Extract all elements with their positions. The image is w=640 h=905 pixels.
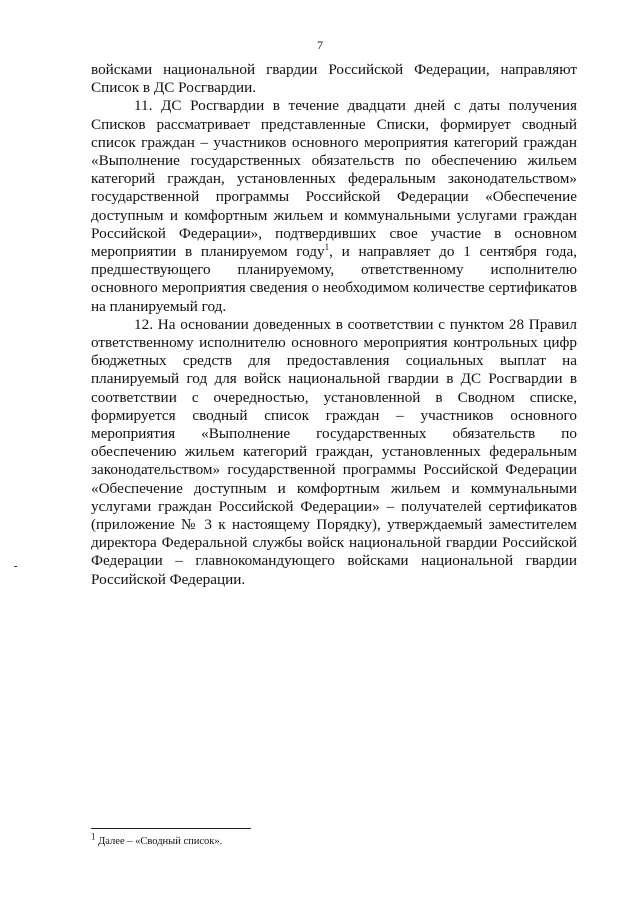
paragraph-11-text-a: 11. ДС Росгвардии в течение двадцати дней с даты получения Списков рассматривает представленные Списки, формирует сводный список граждан – участников основного мероприятия категорий граждан «Выполнение государственных обязательств по обеспечению жильем категорий граждан, установленных федеральным законодательством» государственной программы Российской Федерации «Обеспечение доступным и комфортным жильем и коммунальными услугами граждан Российской Федерации», подтвердивших свое участие в основном мероприятии в планируемом году <box>91 97 577 261</box>
document-body <box>91 61 577 589</box>
scan-artifact <box>14 566 17 567</box>
page-number: 7 <box>317 38 323 52</box>
paragraph-continuation: войсками национальной гвардии Российской Федерации, направляют Список в ДС Росгвардии. <box>91 61 577 97</box>
footnote-reference[interactable]: 1 <box>324 241 330 252</box>
footnote-separator <box>91 828 251 829</box>
paragraph-11 <box>91 97 577 315</box>
paragraph-12: 12. На основании доведенных в соответствии с пунктом 28 Правил ответственному исполнителю основного мероприятия контрольных цифр бюджетных средств для предоставления социальных выплат на планируемый год для войск национальной гвардии в ДС Росгвардии в соответствии с очередностью, установленной в Сводном списке, формируется сводный список граждан – участников основного мероприятия «Выполнение государственных обязательств по обеспечению жильем категорий граждан, установленных федеральным законодательством» государственной программы Российской Федерации «Обеспечение доступным и комфортным жильем и коммунальными услугами граждан Российской Федерации» – получателей сертификатов (приложение № 3 к настоящему Порядку), утверждаемый заместителем директора Федеральной службы войск национальной гвардии Российской Федерации – главнокомандующего войсками национальной гвардии Российской Федерации. <box>91 315 577 588</box>
paragraph-11-text-b: , и направляет до 1 сентября года, предшествующего планируемому, ответственному исполнителю основного мероприятия сведения о необходимом количестве сертификатов на планируемый год. <box>91 243 577 315</box>
footnote <box>91 831 223 848</box>
footnote-mark: 1 <box>91 831 96 842</box>
footnote-text: Далее – «Сводный список». <box>95 836 223 847</box>
